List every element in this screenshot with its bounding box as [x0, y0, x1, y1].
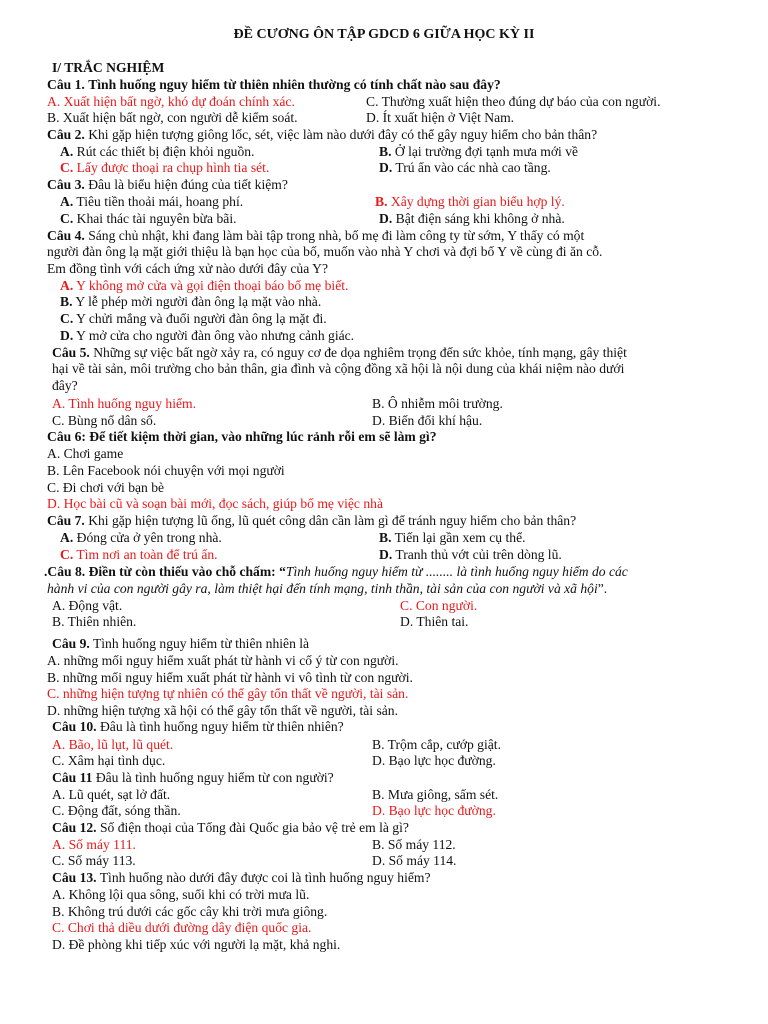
option-letter: C. — [60, 211, 74, 226]
q13-option-d: D. Đề phòng khi tiếp xúc với người lạ mặt, khả nghi. — [52, 937, 341, 952]
q7-option-d — [379, 547, 562, 563]
q1-option-d: D. Ít xuất hiện ở Việt Nam. — [366, 110, 515, 125]
question-13 — [52, 870, 431, 886]
question-2 — [47, 127, 597, 143]
q12-option-d: D. Số máy 114. — [372, 853, 457, 868]
option-text: Xây dựng thời gian biểu hợp lý. — [390, 194, 565, 209]
question-text: Những sự việc bất ngờ xảy ra, có nguy cơ đe dọa nghiêm trọng đến sức khỏe, tính mạng, gây thiệt — [93, 345, 627, 360]
question-6: Câu 6: Để tiết kiệm thời gian, vào những lúc rảnh rỗi em sẽ làm gì? — [47, 429, 437, 444]
q2-option-a — [60, 144, 254, 160]
option-letter: A. — [60, 530, 74, 545]
question-4-line-3: Em đồng tình với cách ứng xử nào dưới đây của Y? — [47, 261, 328, 276]
q5-option-b: B. Ô nhiễm môi trường. — [372, 396, 503, 411]
section-heading: I/ TRẮC NGHIỆM — [52, 60, 165, 75]
option-letter: D. — [379, 547, 393, 562]
q7-option-a — [60, 530, 222, 546]
question-label: Câu 2. — [47, 127, 85, 142]
q8-option-c: C. Con người. — [400, 598, 478, 613]
q9-option-b: B. những mối nguy hiểm xuất phát từ hành vi vô tình từ con người. — [47, 670, 413, 685]
q2-option-c — [60, 160, 269, 176]
question-label: Câu 10. — [52, 719, 97, 734]
question-label: .Câu 8. Điền từ còn thiếu vào chỗ chấm: — [44, 564, 276, 579]
option-text: Ở lại trường đợi tạnh mưa mới về — [394, 144, 579, 159]
q5-option-c: C. Bùng nổ dân số. — [52, 413, 157, 428]
q1-option-a: A. Xuất hiện bất ngờ, khó dự đoán chính xác. — [47, 94, 295, 109]
option-text: Trú ẩn vào các nhà cao tầng. — [395, 160, 551, 175]
q3-option-d — [379, 211, 565, 227]
question-label: Câu 11 — [52, 770, 93, 785]
q11-option-a: A. Lũ quét, sạt lở đất. — [52, 787, 171, 802]
q4-option-b — [60, 294, 321, 310]
question-9 — [52, 636, 309, 652]
q12-option-b: B. Số máy 112. — [372, 837, 456, 852]
question-text: Đâu là biểu hiện đúng của tiết kiệm? — [88, 177, 288, 192]
question-8-line-2 — [47, 581, 607, 597]
question-8 — [44, 564, 628, 580]
q1-option-c: C. Thường xuất hiện theo đúng dự báo của con người. — [366, 94, 661, 109]
option-text: Tìm nơi an toàn để trú ẩn. — [76, 547, 218, 562]
option-text: Lấy được thoại ra chụp hình tia sét. — [76, 160, 270, 175]
q11-option-c: C. Động đất, sóng thần. — [52, 803, 181, 818]
option-letter: B. — [379, 144, 392, 159]
q10-option-c: C. Xâm hại tình dục. — [52, 753, 166, 768]
option-letter: B. — [60, 294, 73, 309]
q12-option-a: A. Số máy 111. — [52, 837, 136, 852]
q6-option-d: D. Học bài cũ và soạn bài mới, đọc sách, giúp bố mẹ việc nhà — [47, 496, 383, 511]
q11-option-d: D. Bạo lực học đường. — [372, 803, 496, 818]
q12-option-c: C. Số máy 113. — [52, 853, 136, 868]
question-text: Tình huống nguy hiểm từ thiên nhiên thường có tính chất nào sau đây? — [88, 77, 501, 92]
option-text: Khai thác tài nguyên bừa bãi. — [76, 211, 237, 226]
question-5-line-3: đây? — [52, 378, 78, 393]
question-5-line-2: hại về tài sản, môi trường cho bản thân, gia đình và cộng đồng xã hội là nội dung của khái niệm nào dưới — [52, 361, 625, 376]
q2-option-d — [379, 160, 551, 176]
option-letter: A. — [60, 278, 74, 293]
q9-option-c: C. những hiện tượng tự nhiên có thể gây tổn thất về người, tài sản. — [47, 686, 409, 701]
question-12 — [52, 820, 409, 836]
q6-option-b: B. Lên Facebook nói chuyện với mọi người — [47, 463, 285, 478]
q3-option-b — [375, 194, 565, 210]
option-letter: A. — [60, 144, 74, 159]
q4-option-c — [60, 311, 327, 327]
question-text: Khi gặp hiện tượng giông lốc, sét, việc làm nào dưới đây có thể gây nguy hiểm cho bản thân? — [88, 127, 598, 142]
option-letter: C. — [60, 311, 74, 326]
q10-option-b: B. Trộm cắp, cướp giật. — [372, 737, 501, 752]
q13-option-b: B. Không trú dưới các gốc cây khi trời mưa giông. — [52, 904, 328, 919]
q1-option-b: B. Xuất hiện bất ngờ, con người dễ kiểm soát. — [47, 110, 298, 125]
q7-option-b — [379, 530, 526, 546]
option-letter: D. — [379, 160, 393, 175]
q2-option-b — [379, 144, 578, 160]
q7-option-c — [60, 547, 218, 563]
q6-option-a: A. Chơi game — [47, 446, 124, 461]
option-text: Tranh thủ vớt củi trên dòng lũ. — [395, 547, 562, 562]
option-letter: C. — [60, 547, 74, 562]
question-5 — [52, 345, 627, 361]
q3-option-c — [60, 211, 237, 227]
option-text: Y chửi mắng và đuổi người đàn ông lạ mặt đi. — [76, 311, 327, 326]
quote-close: ”. — [597, 581, 608, 596]
question-text: Số điện thoại của Tổng đài Quốc gia bảo vệ trẻ em là gì? — [99, 820, 409, 835]
question-text: Tình huống nào dưới đây được coi là tình huống nguy hiểm? — [99, 870, 431, 885]
question-4-line-2: người đàn ông lạ mặt giới thiệu là bạn học của bố, muốn vào nhà Y chơi và đợi bố Y về cùng đi ăn cỗ. — [47, 244, 603, 259]
quote-open: “ — [279, 564, 286, 579]
question-text: Tình huống nguy hiểm từ thiên nhiên là — [92, 636, 310, 651]
question-4 — [47, 228, 584, 244]
option-text: Rút các thiết bị điện khỏi nguồn. — [76, 144, 255, 159]
q8-option-a: A. Động vật. — [52, 598, 123, 613]
option-text: Y mở cửa cho người đàn ông vào nhưng cảnh giác. — [76, 328, 355, 343]
q4-option-a — [60, 278, 348, 294]
question-7 — [47, 513, 576, 529]
question-text: Tình huống nguy hiểm từ ........ là tình huống nguy hiểm do các — [285, 564, 628, 579]
q6-option-c: C. Đi chơi với bạn bè — [47, 480, 165, 495]
q9-option-d: D. những hiện tượng xã hội có thể gây tổn thất về người, tài sản. — [47, 703, 398, 718]
option-text: Y lễ phép mời người đàn ông lạ mặt vào nhà. — [75, 294, 322, 309]
question-label: Câu 12. — [52, 820, 97, 835]
q11-option-b: B. Mưa giông, sấm sét. — [372, 787, 499, 802]
option-text: Tiến lại gần xem cụ thể. — [394, 530, 526, 545]
question-label: Câu 5. — [52, 345, 90, 360]
q13-option-c: C. Chơi thả diều dưới đường dây điện quốc gia. — [52, 920, 312, 935]
question-10 — [52, 719, 344, 735]
option-text: Đóng cửa ở yên trong nhà. — [76, 530, 222, 545]
question-text-cont: hành vi của con người gây ra, làm thiệt hại đến tính mạng, tinh thần, tài sản của con người và xã hội — [47, 581, 598, 596]
question-label: Câu 7. — [47, 513, 85, 528]
q13-option-a: A. Không lội qua sông, suối khi có trời mưa lũ. — [52, 887, 310, 902]
q10-option-d: D. Bạo lực học đường. — [372, 753, 496, 768]
question-text: Đâu là tình huống nguy hiểm từ con người? — [95, 770, 334, 785]
question-label: Câu 13. — [52, 870, 97, 885]
question-label: Câu 1. — [47, 77, 85, 92]
question-11 — [52, 770, 334, 786]
q5-option-d: D. Biến đổi khí hậu. — [372, 413, 483, 428]
option-letter: D. — [60, 328, 74, 343]
option-text: Tiêu tiền thoải mái, hoang phí. — [76, 194, 244, 209]
option-text: Y không mở cửa và gọi điện thoại báo bố mẹ biết. — [76, 278, 349, 293]
option-letter: A. — [60, 194, 74, 209]
option-letter: B. — [379, 530, 392, 545]
q3-option-a — [60, 194, 243, 210]
question-label: Câu 4. — [47, 228, 85, 243]
document-title: ĐỀ CƯƠNG ÔN TẬP GDCD 6 GIỮA HỌC KỲ II — [233, 27, 535, 42]
question-text: Đâu là tình huống nguy hiểm từ thiên nhiên? — [99, 719, 344, 734]
q8-option-b: B. Thiên nhiên. — [52, 614, 137, 629]
question-3 — [47, 177, 288, 193]
option-letter: C. — [60, 160, 74, 175]
q9-option-a: A. những mối nguy hiểm xuất phát từ hành vi cố ý từ con người. — [47, 653, 399, 668]
question-1 — [47, 77, 501, 93]
q5-option-a: A. Tình huống nguy hiểm. — [52, 396, 196, 411]
question-label: Câu 9. — [52, 636, 90, 651]
question-text: Sáng chủ nhật, khi đang làm bài tập trong nhà, bố mẹ đi làm công ty từ sớm, Y thấy có một — [88, 228, 585, 243]
option-letter: B. — [375, 194, 388, 209]
option-text: Bật điện sáng khi không ở nhà. — [395, 211, 565, 226]
q8-option-d: D. Thiên tai. — [400, 614, 469, 629]
question-text: Khi gặp hiện tượng lũ ống, lũ quét công dân cần làm gì để tránh nguy hiểm cho bản thân? — [88, 513, 577, 528]
q10-option-a: A. Bão, lũ lụt, lũ quét. — [52, 737, 174, 752]
q4-option-d — [60, 328, 354, 344]
question-label: Câu 3. — [47, 177, 85, 192]
option-letter: D. — [379, 211, 393, 226]
